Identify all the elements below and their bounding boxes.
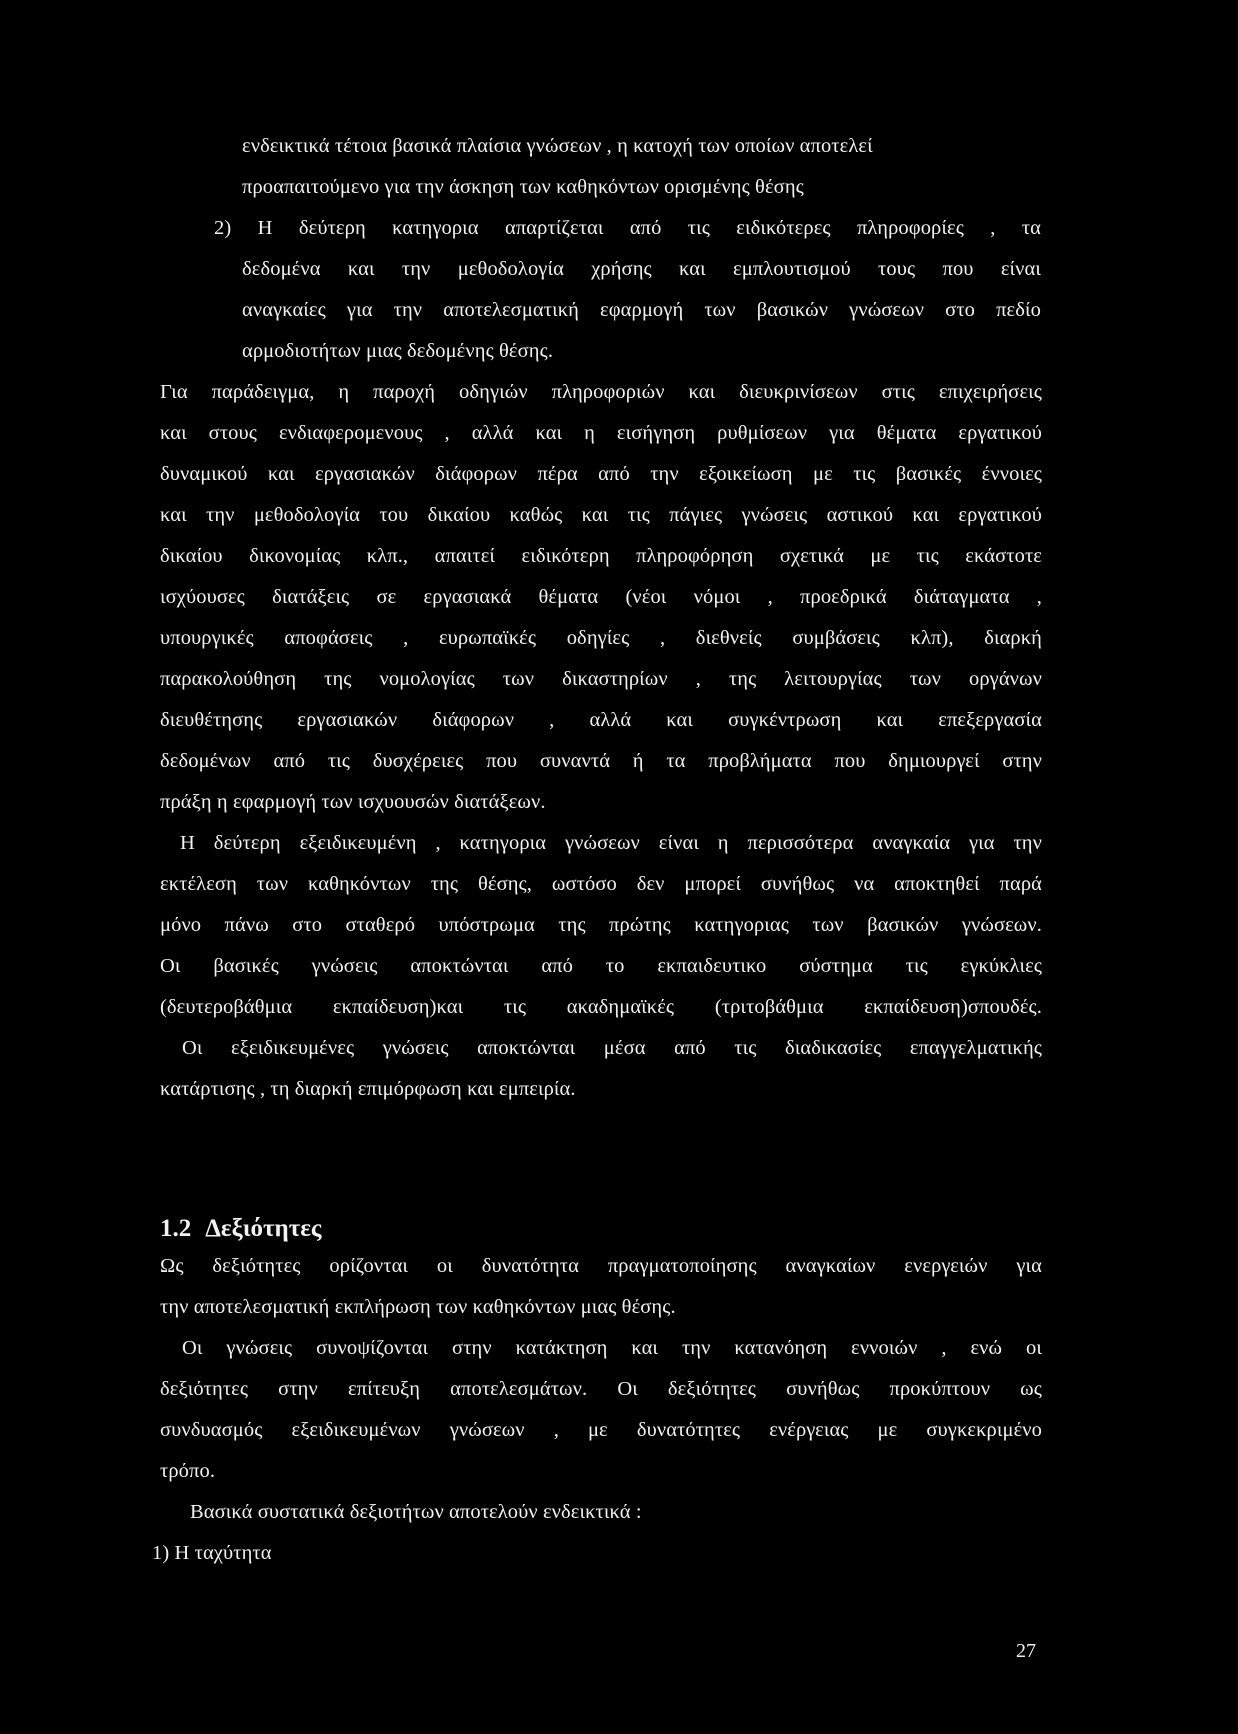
text-line: συνδυασμός εξειδικευμένων γνώσεων , με δυνατότητες ενέργειας με συγκεκριμένο (160, 1419, 1042, 1441)
text-line: εκτέλεση των καθηκόντων της θέσης, ωστόσο δεν μπορεί συνήθως να αποκτηθεί παρά (160, 873, 1042, 895)
text-line: υπουργικές αποφάσεις , ευρωπαϊκές οδηγίες , διεθνείς συμβάσεις κλπ), διαρκή (160, 627, 1042, 649)
text-line: δεδομένα και την μεθοδολογία χρήσης και εμπλουτισμού τους που είναι (242, 258, 1041, 280)
text-line: πράξη η εφαρμογή των ισχυουσών διατάξεων. (160, 791, 546, 813)
text-line: δεξιότητες στην επίτευξη αποτελεσμάτων. Οι δεξιότητες συνήθως προκύπτουν ως (160, 1378, 1042, 1400)
text-line: Ως δεξιότητες ορίζονται οι δυνατότητα πραγματοποίησης αναγκαίων ενεργειών για (160, 1255, 1042, 1277)
list-item-1: 1) Η ταχύτητα (152, 1542, 272, 1564)
text-line: την αποτελεσματική εκπλήρωση των καθηκόντων μιας θέσης. (160, 1296, 676, 1318)
text-line: προαπαιτούμενο για την άσκηση των καθηκόντων ορισμένης θέσης (242, 176, 804, 198)
text-line: παρακολούθηση της νομολογίας των δικαστηρίων , της λειτουργίας των οργάνων (160, 668, 1042, 690)
text-line: Για παράδειγμα, η παροχή οδηγιών πληροφοριών και διευκρινίσεων στις επιχειρήσεις (160, 381, 1042, 403)
text-line: δυναμικού και εργασιακών διάφορων πέρα από την εξοικείωση με τις βασικές έννοιες (160, 463, 1042, 485)
text-line: Οι γνώσεις συνοψίζονται στην κατάκτηση και την κατανόηση εννοιών , ενώ οι (182, 1337, 1042, 1359)
text-line: δικαίου δικονομίας κλπ., απαιτεί ειδικότερη πληροφόρηση σχετικά με τις εκάστοτε (160, 545, 1042, 567)
section-heading (160, 1213, 321, 1245)
text-line: αρμοδιοτήτων μιας δεδομένης θέσης. (242, 340, 554, 362)
text-line: και στους ενδιαφερομενους , αλλά και η εισήγηση ρυθμίσεων για θέματα εργατικού (160, 422, 1042, 444)
text-line: ισχύουσες διατάξεις σε εργασιακά θέματα (νέοι νόμοι , προεδρικά διάταγματα , (160, 586, 1042, 608)
text-line: Η δεύτερη εξειδικευμένη , κατηγορια γνώσεων είναι η περισσότερα αναγκαία για την (180, 832, 1042, 854)
text-line: ενδεικτικά τέτοια βασικά πλαίσια γνώσεων , η κατοχή των οποίων αποτελεί (242, 135, 873, 157)
text-line: και την μεθοδολογία του δικαίου καθώς και τις πάγιες γνώσεις αστικού και εργατικού (160, 504, 1042, 526)
list-item-2-line: 2) Η δεύτερη κατηγορια απαρτίζεται από τις ειδικότερες πληροφορίες , τα (214, 217, 1041, 239)
text-line: Βασικά συστατικά δεξιοτήτων αποτελούν ενδεικτικά : (190, 1501, 642, 1523)
text-line: (δευτεροβάθμια εκπαίδευση)και τις ακαδημαϊκές (τριτοβάθμια εκπαίδευση)σπουδές. (160, 996, 1042, 1018)
text-line: διευθέτησης εργασιακών διάφορων , αλλά και συγκέντρωση και επεξεργασία (160, 709, 1042, 731)
page-number: 27 (1016, 1640, 1036, 1662)
text-line: κατάρτισης , τη διαρκή επιμόρφωση και εμπειρία. (160, 1078, 576, 1100)
section-number: 1.2 (160, 1215, 192, 1242)
text-line: Οι βασικές γνώσεις αποκτώνται από το εκπαιδευτικο σύστημα τις εγκύκλιες (160, 955, 1042, 977)
text-line: αναγκαίες για την αποτελεσματική εφαρμογή των βασικών γνώσεων στο πεδίο (242, 299, 1041, 321)
text-line: τρόπο. (160, 1460, 216, 1482)
text-line: μόνο πάνω στο σταθερό υπόστρωμα της πρώτης κατηγοριας των βασικών γνώσεων. (160, 914, 1042, 936)
text-line: δεδομένων από τις δυσχέρειες που συναντά ή τα προβλήματα που δημιουργεί στην (160, 750, 1042, 772)
section-title: Δεξιότητες (205, 1215, 322, 1242)
text-line: Οι εξειδικευμένες γνώσεις αποκτώνται μέσα από τις διαδικασίες επαγγελματικής (182, 1037, 1042, 1059)
